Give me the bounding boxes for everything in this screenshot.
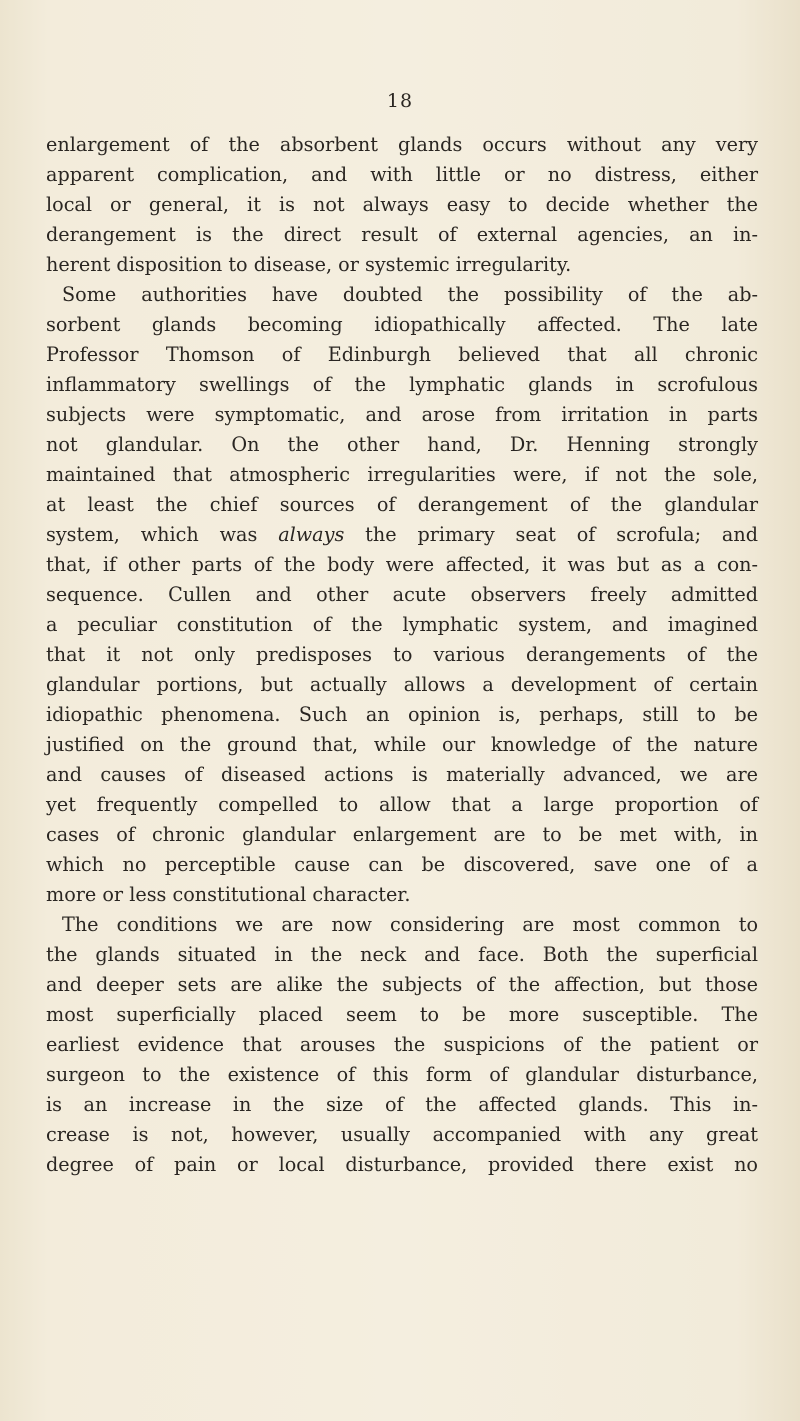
text-line: crease is not, however, usually accompanied with any great <box>46 1123 758 1146</box>
text-line: herent disposition to disease, or systemic irregularity. <box>46 253 572 276</box>
text-line: and causes of diseased actions is materially advanced, we are <box>46 763 758 786</box>
text-line: not glandular. On the other hand, Dr. Henning strongly <box>46 433 758 456</box>
text-line: which no perceptible cause can be discovered, save one of a <box>46 853 758 876</box>
text-line: system, which was always the primary seat of scrofula; and <box>46 523 758 546</box>
text-line: sequence. Cullen and other acute observers freely admitted <box>46 583 758 606</box>
text-line: justified on the ground that, while our knowledge of the nature <box>46 733 758 756</box>
text-line: that it not only predisposes to various derangements of the <box>46 643 758 666</box>
text-line: a peculiar constitution of the lymphatic system, and imagined <box>46 613 758 636</box>
text-line: and deeper sets are alike the subjects of the affection, but those <box>46 973 758 996</box>
text-line: Professor Thomson of Edinburgh believed that all chronic <box>46 343 758 366</box>
text-line: enlargement of the absorbent glands occurs without any very <box>46 133 758 156</box>
text-line: idiopathic phenomena. Such an opinion is, perhaps, still to be <box>46 703 758 726</box>
text-line: most superficially placed seem to be more susceptible. The <box>46 1003 758 1026</box>
text-line: is an increase in the size of the affected glands. This in- <box>46 1093 758 1116</box>
text-line: inflammatory swellings of the lymphatic glands in scrofulous <box>46 373 758 396</box>
text-line: degree of pain or local disturbance, provided there exist no <box>46 1153 758 1176</box>
text-line: more or less constitutional character. <box>46 883 411 906</box>
text-line: derangement is the direct result of external agencies, an in- <box>46 223 758 246</box>
text-line: apparent complication, and with little or no distress, either <box>46 163 758 186</box>
text-line: subjects were symptomatic, and arose from irritation in parts <box>46 403 758 426</box>
text-line: cases of chronic glandular enlargement are to be met with, in <box>46 823 758 846</box>
text-line: sorbent glands becoming idiopathically affected. The late <box>46 313 758 336</box>
text-line: The conditions we are now considering are most common to <box>62 913 758 936</box>
text-line: Some authorities have doubted the possibility of the ab- <box>62 283 758 306</box>
text-line: the glands situated in the neck and face. Both the superficial <box>46 943 758 966</box>
body-text <box>46 130 758 1180</box>
text-line: glandular portions, but actually allows a development of certain <box>46 673 758 696</box>
text-line: surgeon to the existence of this form of glandular disturbance, <box>46 1063 758 1086</box>
text-line: maintained that atmospheric irregularities were, if not the sole, <box>46 463 758 486</box>
page-number: 18 <box>386 90 414 112</box>
text-line: yet frequently compelled to allow that a large proportion of <box>46 793 758 816</box>
text-line: earliest evidence that arouses the suspicions of the patient or <box>46 1033 758 1056</box>
text-line: at least the chief sources of derangement of the glandular <box>46 493 758 516</box>
text-line: that, if other parts of the body were affected, it was but as a con- <box>46 553 758 576</box>
emphasis: always <box>278 523 345 546</box>
text-line: local or general, it is not always easy to decide whether the <box>46 193 758 216</box>
